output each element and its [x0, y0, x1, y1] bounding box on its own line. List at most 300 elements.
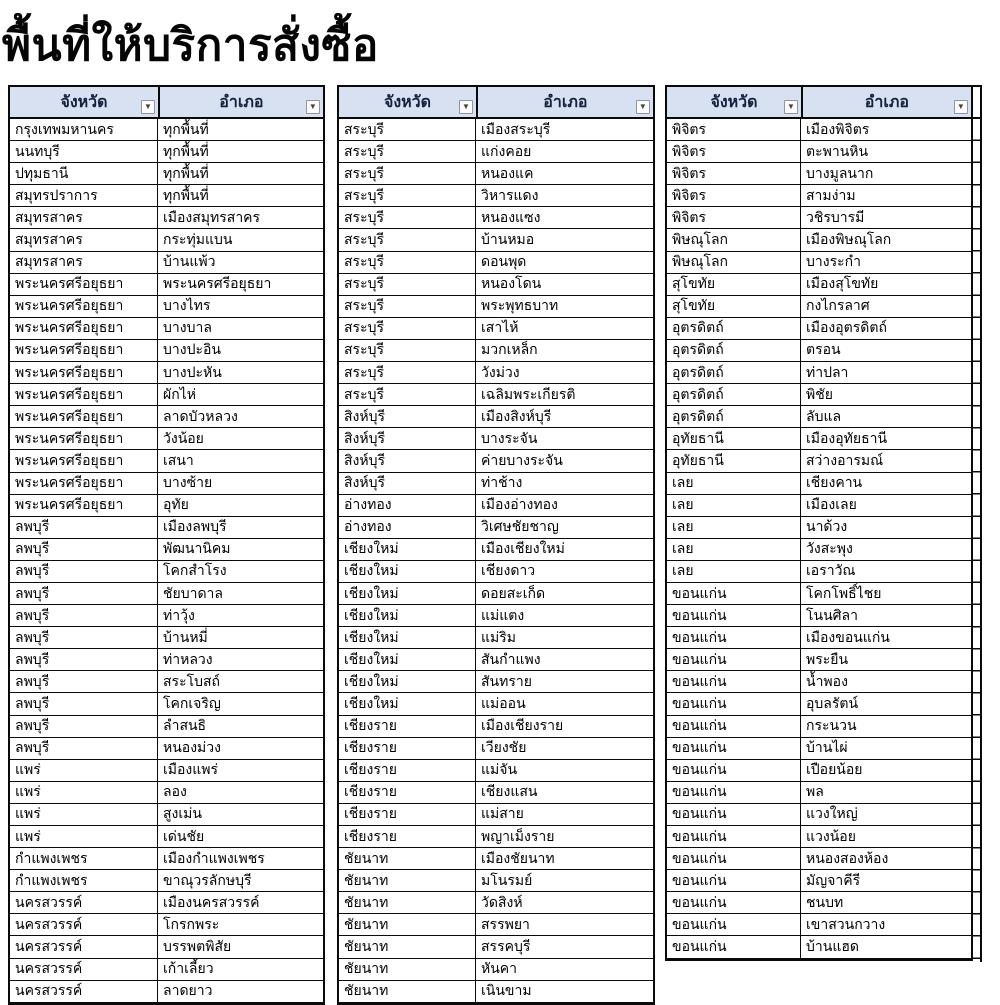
- district-cell[interactable]: เมืองเชียงราย: [476, 716, 653, 738]
- province-cell[interactable]: เชียงใหม่: [339, 693, 476, 715]
- province-header-label: จังหวัด: [710, 93, 758, 111]
- province-cell[interactable]: ขอนแก่น: [667, 782, 801, 804]
- district-cell[interactable]: ชนบท: [801, 892, 971, 914]
- district-cell[interactable]: เมืองอุทัยธานี: [801, 428, 971, 450]
- province-cell[interactable]: อุตรดิตถ์: [667, 340, 801, 362]
- province-cell[interactable]: ขอนแก่น: [667, 892, 801, 914]
- province-cell[interactable]: ขอนแก่น: [667, 914, 801, 936]
- province-cell[interactable]: ปทุมธานี: [10, 163, 158, 185]
- province-cell[interactable]: นครสวรรค์: [10, 914, 158, 936]
- province-cell[interactable]: พระนครศรีอยุธยา: [10, 274, 158, 296]
- district-cell[interactable]: พระพุทธบาท: [476, 296, 653, 318]
- province-cell[interactable]: เลย: [667, 561, 801, 583]
- table-row: [667, 892, 971, 914]
- table-row: [667, 870, 971, 892]
- province-cell[interactable]: ขอนแก่น: [667, 627, 801, 649]
- district-cell[interactable]: เด่นชัย: [158, 826, 323, 848]
- province-cell[interactable]: เชียงใหม่: [339, 605, 476, 627]
- province-cell[interactable]: ขอนแก่น: [667, 738, 801, 760]
- province-cell[interactable]: ลพบุรี: [10, 716, 158, 738]
- province-cell[interactable]: สระบุรี: [339, 296, 476, 318]
- province-column-header: [339, 87, 476, 117]
- province-cell[interactable]: ขอนแก่น: [667, 693, 801, 715]
- province-cell[interactable]: พระนครศรีอยุธยา: [10, 495, 158, 517]
- district-cell[interactable]: แม่แตง: [476, 605, 653, 627]
- filter-dropdown-button[interactable]: [459, 100, 473, 114]
- district-cell[interactable]: เมืองสระบุรี: [476, 119, 653, 141]
- province-cell[interactable]: เชียงใหม่: [339, 583, 476, 605]
- province-cell[interactable]: กำแพงเพชร: [10, 848, 158, 870]
- district-cell[interactable]: กงไกรลาศ: [801, 296, 971, 318]
- province-cell[interactable]: อุตรดิตถ์: [667, 362, 801, 384]
- table-row: [10, 959, 323, 981]
- district-cell[interactable]: วังสะพุง: [801, 539, 971, 561]
- table-row: [10, 605, 323, 627]
- province-cell[interactable]: เลย: [667, 517, 801, 539]
- district-cell[interactable]: เนินขาม: [476, 981, 653, 1003]
- district-cell[interactable]: เมืองสมุทรสาคร: [158, 207, 323, 229]
- district-cell[interactable]: ท่าหลวง: [158, 649, 323, 671]
- province-cell[interactable]: ขอนแก่น: [667, 716, 801, 738]
- table-row: [667, 185, 971, 207]
- district-cell[interactable]: ลำสนธิ: [158, 716, 323, 738]
- district-cell[interactable]: ค่ายบางระจัน: [476, 450, 653, 472]
- province-cell[interactable]: ลพบุรี: [10, 561, 158, 583]
- province-cell[interactable]: เชียงราย: [339, 716, 476, 738]
- province-cell[interactable]: ลพบุรี: [10, 671, 158, 693]
- province-cell[interactable]: สระบุรี: [339, 384, 476, 406]
- district-cell[interactable]: แม่ริม: [476, 627, 653, 649]
- district-cell[interactable]: เก้าเลี้ยว: [158, 959, 323, 981]
- district-cell[interactable]: เมืองอ่างทอง: [476, 495, 653, 517]
- province-cell[interactable]: ลพบุรี: [10, 649, 158, 671]
- district-cell[interactable]: หนองสองห้อง: [801, 848, 971, 870]
- province-cell[interactable]: ขอนแก่น: [667, 870, 801, 892]
- table-row: [667, 848, 971, 870]
- district-cell[interactable]: แวงน้อย: [801, 826, 971, 848]
- province-cell[interactable]: ขอนแก่น: [667, 649, 801, 671]
- district-cell[interactable]: โกรกพระ: [158, 914, 323, 936]
- table-row: [339, 605, 653, 627]
- province-cell[interactable]: ลพบุรี: [10, 693, 158, 715]
- province-cell[interactable]: ชัยนาท: [339, 848, 476, 870]
- province-cell[interactable]: เชียงราย: [339, 826, 476, 848]
- district-cell[interactable]: ทุกพื้นที่: [158, 141, 323, 163]
- table-row: [339, 959, 653, 981]
- province-cell[interactable]: นครสวรรค์: [10, 959, 158, 981]
- district-cell[interactable]: เสนา: [158, 450, 323, 472]
- district-cell[interactable]: บ้านแพ้ว: [158, 252, 323, 274]
- table-row: [667, 141, 971, 163]
- province-cell[interactable]: พระนครศรีอยุธยา: [10, 362, 158, 384]
- district-cell[interactable]: ชัยบาดาล: [158, 583, 323, 605]
- province-cell[interactable]: เชียงใหม่: [339, 671, 476, 693]
- province-cell[interactable]: ขอนแก่น: [667, 848, 801, 870]
- district-cell[interactable]: เมืองกำแพงเพชร: [158, 848, 323, 870]
- table-row: [339, 848, 653, 870]
- province-column-header: [10, 87, 158, 117]
- district-cell[interactable]: บรรพตพิสัย: [158, 936, 323, 958]
- province-cell[interactable]: อุตรดิตถ์: [667, 406, 801, 428]
- province-cell[interactable]: พิจิตร: [667, 141, 801, 163]
- table-row: [667, 561, 971, 583]
- province-cell[interactable]: พิจิตร: [667, 119, 801, 141]
- district-cell[interactable]: ท่าปลา: [801, 362, 971, 384]
- district-cell[interactable]: บางซ้าย: [158, 473, 323, 495]
- province-cell[interactable]: ชัยนาท: [339, 914, 476, 936]
- table-row: [667, 605, 971, 627]
- district-cell[interactable]: ลอง: [158, 782, 323, 804]
- district-cell[interactable]: ขาณุวรลักษบุรี: [158, 870, 323, 892]
- province-cell[interactable]: สมุทรสาคร: [10, 207, 158, 229]
- province-cell[interactable]: ชัยนาท: [339, 959, 476, 981]
- table-row: [667, 627, 971, 649]
- province-cell[interactable]: สมุทรสาคร: [10, 252, 158, 274]
- district-cell[interactable]: เชียงคาน: [801, 473, 971, 495]
- province-cell[interactable]: สระบุรี: [339, 318, 476, 340]
- district-cell[interactable]: บางมูลนาก: [801, 163, 971, 185]
- province-cell[interactable]: พิษณุโลก: [667, 229, 801, 251]
- district-cell[interactable]: บางปะหัน: [158, 362, 323, 384]
- district-cell[interactable]: เมืองอุตรดิตถ์: [801, 318, 971, 340]
- province-cell[interactable]: อ่างทอง: [339, 495, 476, 517]
- table-row: [339, 782, 653, 804]
- province-cell[interactable]: สระบุรี: [339, 119, 476, 141]
- province-cell[interactable]: พิจิตร: [667, 185, 801, 207]
- district-cell[interactable]: บ้านไผ่: [801, 738, 971, 760]
- province-cell[interactable]: เชียงราย: [339, 738, 476, 760]
- district-cell[interactable]: อุบลรัตน์: [801, 693, 971, 715]
- table-row: [339, 274, 653, 296]
- province-cell[interactable]: แพร่: [10, 760, 158, 782]
- province-cell[interactable]: ขอนแก่น: [667, 583, 801, 605]
- district-cell[interactable]: หันคา: [476, 959, 653, 981]
- district-cell[interactable]: กระนวน: [801, 716, 971, 738]
- district-cell[interactable]: เมืองนครสวรรค์: [158, 892, 323, 914]
- district-cell[interactable]: แม่ออน: [476, 693, 653, 715]
- table-row: [10, 473, 323, 495]
- district-cell[interactable]: กระทุ่มแบน: [158, 229, 323, 251]
- table-row: [10, 207, 323, 229]
- district-cell[interactable]: เมืองพิจิตร: [801, 119, 971, 141]
- filter-dropdown-button[interactable]: [306, 100, 320, 114]
- district-cell[interactable]: เสาไห้: [476, 318, 653, 340]
- table-row: [339, 936, 653, 958]
- district-cell[interactable]: เฉลิมพระเกียรติ: [476, 384, 653, 406]
- province-cell[interactable]: สุโขทัย: [667, 296, 801, 318]
- province-cell[interactable]: เลย: [667, 495, 801, 517]
- district-cell[interactable]: ดอยสะเก็ด: [476, 583, 653, 605]
- district-cell[interactable]: มวกเหล็ก: [476, 340, 653, 362]
- province-cell[interactable]: นครสวรรค์: [10, 936, 158, 958]
- district-cell[interactable]: เอราวัณ: [801, 561, 971, 583]
- district-cell[interactable]: สรรพยา: [476, 914, 653, 936]
- district-cell[interactable]: บ้านหมี่: [158, 627, 323, 649]
- table-row: [667, 936, 971, 958]
- province-cell[interactable]: ขอนแก่น: [667, 671, 801, 693]
- province-cell[interactable]: ลพบุรี: [10, 583, 158, 605]
- table-row: [10, 627, 323, 649]
- district-cell[interactable]: แวงใหญ่: [801, 804, 971, 826]
- province-cell[interactable]: นนทบุรี: [10, 141, 158, 163]
- province-cell[interactable]: พระนครศรีอยุธยา: [10, 384, 158, 406]
- district-cell[interactable]: ลับแล: [801, 406, 971, 428]
- province-cell[interactable]: สระบุรี: [339, 362, 476, 384]
- table-row: [339, 826, 653, 848]
- district-cell[interactable]: เชียงดาว: [476, 561, 653, 583]
- province-cell[interactable]: เลย: [667, 473, 801, 495]
- province-cell[interactable]: สมุทรปราการ: [10, 185, 158, 207]
- district-cell[interactable]: เมืองชัยนาท: [476, 848, 653, 870]
- district-cell[interactable]: วิเศษชัยชาญ: [476, 517, 653, 539]
- district-cell[interactable]: เชียงแสน: [476, 782, 653, 804]
- district-cell[interactable]: ตรอน: [801, 340, 971, 362]
- table-row: [10, 848, 323, 870]
- province-cell[interactable]: สระบุรี: [339, 274, 476, 296]
- district-cell[interactable]: บ้านแฮด: [801, 936, 971, 958]
- district-cell[interactable]: มัญจาคีรี: [801, 870, 971, 892]
- chevron-down-icon: ▼: [144, 102, 152, 111]
- district-cell[interactable]: ลาดยาว: [158, 981, 323, 1003]
- page-title: พื้นที่ให้บริการสั่งซื้อ: [2, 20, 379, 71]
- table-row: [667, 826, 971, 848]
- district-cell[interactable]: สูงเม่น: [158, 804, 323, 826]
- district-cell[interactable]: พิชัย: [801, 384, 971, 406]
- province-cell[interactable]: สระบุรี: [339, 229, 476, 251]
- table-row: [10, 185, 323, 207]
- district-cell[interactable]: ผักไห่: [158, 384, 323, 406]
- province-cell[interactable]: สิงห์บุรี: [339, 406, 476, 428]
- table-row: [10, 716, 323, 738]
- district-cell[interactable]: เวียงชัย: [476, 738, 653, 760]
- table-row: [339, 716, 653, 738]
- table-row: [339, 450, 653, 472]
- province-cell[interactable]: นครสวรรค์: [10, 981, 158, 1003]
- province-cell[interactable]: พระนครศรีอยุธยา: [10, 473, 158, 495]
- district-cell[interactable]: พัฒนานิคม: [158, 539, 323, 561]
- province-cell[interactable]: เชียงใหม่: [339, 561, 476, 583]
- district-cell[interactable]: โนนศิลา: [801, 605, 971, 627]
- table-row: [10, 318, 323, 340]
- district-cell[interactable]: เมืองขอนแก่น: [801, 627, 971, 649]
- district-header-label: อำเภอ: [543, 93, 588, 111]
- province-cell[interactable]: ลพบุรี: [10, 627, 158, 649]
- district-cell[interactable]: วังน้อย: [158, 428, 323, 450]
- province-cell[interactable]: กำแพงเพชร: [10, 870, 158, 892]
- district-cell[interactable]: แม่จัน: [476, 760, 653, 782]
- province-cell[interactable]: กรุงเทพมหานคร: [10, 119, 158, 141]
- province-cell[interactable]: ลพบุรี: [10, 738, 158, 760]
- district-cell[interactable]: พญาเม็งราย: [476, 826, 653, 848]
- filter-dropdown-button[interactable]: [784, 100, 798, 114]
- province-cell[interactable]: ชัยนาท: [339, 870, 476, 892]
- district-cell[interactable]: บางระกำ: [801, 252, 971, 274]
- district-cell[interactable]: สระโบสถ์: [158, 671, 323, 693]
- district-cell[interactable]: ทุกพื้นที่: [158, 185, 323, 207]
- table-row: [339, 252, 653, 274]
- table-row: [667, 296, 971, 318]
- district-cell[interactable]: เปือยน้อย: [801, 760, 971, 782]
- district-cell[interactable]: แม่สาย: [476, 804, 653, 826]
- province-cell[interactable]: ลพบุรี: [10, 517, 158, 539]
- district-cell[interactable]: เมืองพิษณุโลก: [801, 229, 971, 251]
- province-cell[interactable]: สระบุรี: [339, 185, 476, 207]
- province-cell[interactable]: เชียงใหม่: [339, 649, 476, 671]
- province-cell[interactable]: สระบุรี: [339, 252, 476, 274]
- district-cell[interactable]: เมืองลพบุรี: [158, 517, 323, 539]
- filter-dropdown-button[interactable]: [954, 100, 968, 114]
- province-cell[interactable]: เชียงราย: [339, 782, 476, 804]
- district-cell[interactable]: สามง่าม: [801, 185, 971, 207]
- chevron-down-icon: ▼: [956, 102, 965, 111]
- province-cell[interactable]: อุตรดิตถ์: [667, 384, 801, 406]
- province-cell[interactable]: พิจิตร: [667, 207, 801, 229]
- table-row: [339, 384, 653, 406]
- district-cell[interactable]: เขาสวนกวาง: [801, 914, 971, 936]
- table-row: [10, 936, 323, 958]
- district-cell[interactable]: มโนรมย์: [476, 870, 653, 892]
- province-cell[interactable]: สระบุรี: [339, 207, 476, 229]
- table-row: [667, 428, 971, 450]
- province-cell[interactable]: เชียงราย: [339, 760, 476, 782]
- province-cell[interactable]: ขอนแก่น: [667, 936, 801, 958]
- filter-dropdown-button[interactable]: [141, 100, 155, 114]
- district-cell[interactable]: เมืองสิงห์บุรี: [476, 406, 653, 428]
- province-cell[interactable]: สิงห์บุรี: [339, 450, 476, 472]
- province-cell[interactable]: พิษณุโลก: [667, 252, 801, 274]
- province-cell[interactable]: ชัยนาท: [339, 936, 476, 958]
- table-row: [10, 340, 323, 362]
- district-cell[interactable]: เมืองแพร่: [158, 760, 323, 782]
- district-cell[interactable]: หนองม่วง: [158, 738, 323, 760]
- district-cell[interactable]: หนองโดน: [476, 274, 653, 296]
- province-cell[interactable]: อุทัยธานี: [667, 428, 801, 450]
- district-cell[interactable]: สว่างอารมณ์: [801, 450, 971, 472]
- district-cell[interactable]: พล: [801, 782, 971, 804]
- district-cell[interactable]: หนองแค: [476, 163, 653, 185]
- district-cell[interactable]: ท่าวุ้ง: [158, 605, 323, 627]
- table-row: [339, 649, 653, 671]
- table-row: [339, 428, 653, 450]
- district-cell[interactable]: สันกำแพง: [476, 649, 653, 671]
- chevron-down-icon: ▼: [462, 102, 470, 111]
- province-cell[interactable]: แพร่: [10, 826, 158, 848]
- province-cell[interactable]: อ่างทอง: [339, 517, 476, 539]
- district-cell[interactable]: วิหารแดง: [476, 185, 653, 207]
- province-cell[interactable]: ชัยนาท: [339, 892, 476, 914]
- province-cell[interactable]: พระนครศรีอยุธยา: [10, 318, 158, 340]
- province-cell[interactable]: สระบุรี: [339, 340, 476, 362]
- table-row: [10, 252, 323, 274]
- district-cell[interactable]: สรรคบุรี: [476, 936, 653, 958]
- district-cell[interactable]: เมืองเลย: [801, 495, 971, 517]
- province-cell[interactable]: สระบุรี: [339, 163, 476, 185]
- district-cell[interactable]: บ้านหมอ: [476, 229, 653, 251]
- district-cell[interactable]: สันทราย: [476, 671, 653, 693]
- district-cell[interactable]: บางไทร: [158, 296, 323, 318]
- table-row: [339, 981, 653, 1003]
- district-cell[interactable]: พระนครศรีอยุธยา: [158, 274, 323, 296]
- district-cell[interactable]: โคกโพธิ์ไชย: [801, 583, 971, 605]
- district-cell[interactable]: อุทัย: [158, 495, 323, 517]
- district-cell[interactable]: ตะพานหิน: [801, 141, 971, 163]
- district-cell[interactable]: ทุกพื้นที่: [158, 163, 323, 185]
- table-row: [10, 892, 323, 914]
- district-cell[interactable]: เมืองเชียงใหม่: [476, 539, 653, 561]
- province-cell[interactable]: เลย: [667, 539, 801, 561]
- table-row: [339, 119, 653, 141]
- province-cell[interactable]: พิจิตร: [667, 163, 801, 185]
- province-cell[interactable]: ขอนแก่น: [667, 826, 801, 848]
- province-cell[interactable]: ขอนแก่น: [667, 605, 801, 627]
- district-cell[interactable]: นาด้วง: [801, 517, 971, 539]
- province-cell[interactable]: สุโขทัย: [667, 274, 801, 296]
- province-cell[interactable]: พระนครศรีอยุธยา: [10, 406, 158, 428]
- table-row: [667, 716, 971, 738]
- province-cell[interactable]: เชียงใหม่: [339, 539, 476, 561]
- table-row: [339, 804, 653, 826]
- province-cell[interactable]: สิงห์บุรี: [339, 428, 476, 450]
- district-cell[interactable]: วัดสิงห์: [476, 892, 653, 914]
- province-cell[interactable]: พระนครศรีอยุธยา: [10, 428, 158, 450]
- district-cell[interactable]: แก่งคอย: [476, 141, 653, 163]
- table-row: [339, 627, 653, 649]
- province-cell[interactable]: พระนครศรีอยุธยา: [10, 340, 158, 362]
- table-row: [10, 804, 323, 826]
- district-cell[interactable]: ลาดบัวหลวง: [158, 406, 323, 428]
- table-row: [339, 473, 653, 495]
- province-cell[interactable]: อุตรดิตถ์: [667, 318, 801, 340]
- district-cell[interactable]: บางระจัน: [476, 428, 653, 450]
- district-cell[interactable]: น้ำพอง: [801, 671, 971, 693]
- district-cell[interactable]: โคกสำโรง: [158, 561, 323, 583]
- province-cell[interactable]: ลพบุรี: [10, 539, 158, 561]
- district-cell[interactable]: เมืองสุโขทัย: [801, 274, 971, 296]
- district-cell[interactable]: พระยืน: [801, 649, 971, 671]
- district-cell[interactable]: ดอนพุด: [476, 252, 653, 274]
- district-cell[interactable]: ท่าช้าง: [476, 473, 653, 495]
- district-cell[interactable]: วังม่วง: [476, 362, 653, 384]
- province-cell[interactable]: เชียงใหม่: [339, 627, 476, 649]
- province-cell[interactable]: ลพบุรี: [10, 605, 158, 627]
- province-cell[interactable]: สระบุรี: [339, 141, 476, 163]
- table-row: [339, 406, 653, 428]
- province-cell[interactable]: แพร่: [10, 804, 158, 826]
- province-cell[interactable]: อุทัยธานี: [667, 450, 801, 472]
- district-cell[interactable]: บางปะอิน: [158, 340, 323, 362]
- province-cell[interactable]: สิงห์บุรี: [339, 473, 476, 495]
- province-cell[interactable]: แพร่: [10, 782, 158, 804]
- province-cell[interactable]: ขอนแก่น: [667, 760, 801, 782]
- province-cell[interactable]: พระนครศรีอยุธยา: [10, 450, 158, 472]
- district-header-label: อำเภอ: [219, 93, 264, 111]
- province-cell[interactable]: ขอนแก่น: [667, 804, 801, 826]
- district-cell[interactable]: โคกเจริญ: [158, 693, 323, 715]
- province-cell[interactable]: สมุทรสาคร: [10, 229, 158, 251]
- district-cell[interactable]: หนองแซง: [476, 207, 653, 229]
- province-cell[interactable]: พระนครศรีอยุธยา: [10, 296, 158, 318]
- district-cell[interactable]: บางบาล: [158, 318, 323, 340]
- district-cell[interactable]: ทุกพื้นที่: [158, 119, 323, 141]
- table-body: [339, 119, 653, 1003]
- filter-dropdown-button[interactable]: [636, 100, 650, 114]
- province-cell[interactable]: นครสวรรค์: [10, 892, 158, 914]
- province-cell[interactable]: เชียงราย: [339, 804, 476, 826]
- district-cell[interactable]: วชิรบารมี: [801, 207, 971, 229]
- table-row: [10, 760, 323, 782]
- table-row: [339, 914, 653, 936]
- province-cell[interactable]: ชัยนาท: [339, 981, 476, 1003]
